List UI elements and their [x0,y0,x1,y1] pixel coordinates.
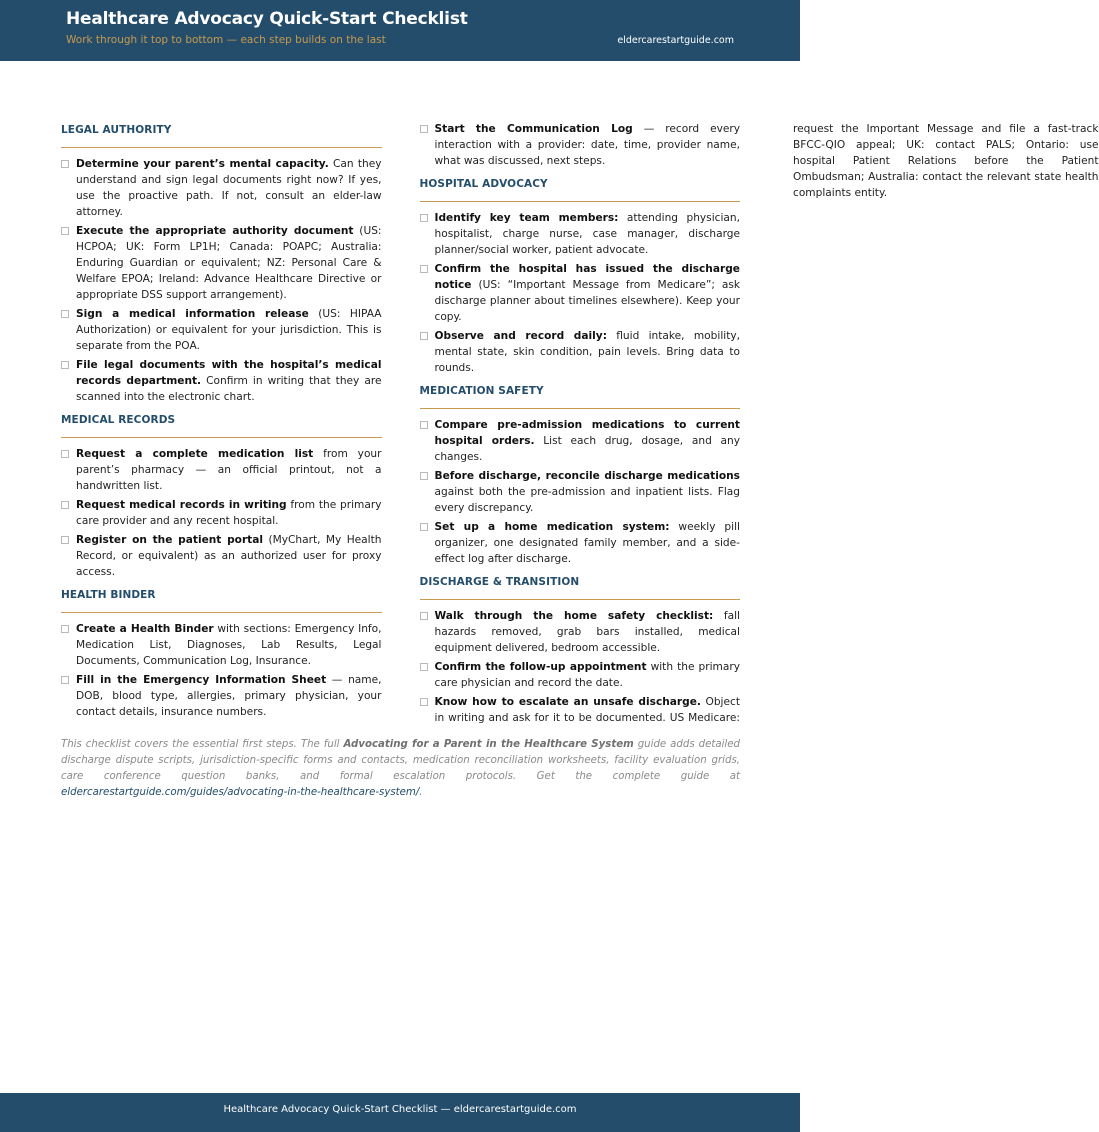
checklist-item [420,608,741,656]
item-text: attending physician, hospitalist, charge nurse, case manager, discharge planner/social worker, patient advocate. [434,212,740,256]
checkbox[interactable] [420,332,428,340]
checkbox[interactable] [61,625,69,633]
item-heading: Start the Communication Log [434,123,633,135]
item-heading: Create a Health Binder [76,623,214,635]
item-text: (MyChart, My Health Record, or equivalent) as an authorized user for proxy access. [76,534,382,578]
item-text: fall hazards removed, grab bars installed, medical equipment delivered, bedroom accessible. [434,610,740,654]
checkbox[interactable] [420,214,428,222]
checklist-item [61,672,382,720]
checkbox[interactable] [61,227,69,235]
checkbox[interactable] [61,160,69,168]
item-text: List each drug, dosage, and any changes. [434,435,740,463]
item-text: (US: HIPAA Authorization) or equivalent for your jurisdiction. This is separate from the POA. [76,308,382,352]
checklist-item [61,446,382,494]
item-heading: Know how to escalate an unsafe discharge. [434,696,701,708]
item-heading: Before discharge, reconcile discharge medications [434,470,740,482]
item-heading: Request a complete medication list [76,448,314,460]
item-text: — record every interaction with a provider: date, time, provider name, what was discussed, next steps. [434,123,741,167]
page-header [0,0,800,61]
item-text: fluid intake, mobility, mental state, skin condition, pain levels. Bring data to rounds. [434,330,740,374]
header-site-url: eldercarestartguide.com [617,35,734,46]
checklist-item [420,519,741,567]
checkbox[interactable] [61,361,69,369]
checkbox[interactable] [420,421,428,429]
checklist-item [61,306,382,354]
item-heading: Compare pre-admission medications to current hospital orders. [434,419,740,447]
checklist-section [61,411,382,580]
footnote-end: . [419,787,423,798]
section-title: MEDICATION SAFETY [420,382,741,409]
item-heading: Fill in the Emergency Information Sheet [76,674,327,686]
section-title: MEDICAL RECORDS [61,411,382,438]
section-title: LEGAL AUTHORITY [61,121,382,148]
checklist-section [420,175,741,376]
checklist-section [61,121,382,405]
item-heading: Confirm the hospital has issued the discharge notice [434,263,740,291]
item-heading: Register on the patient portal [76,534,264,546]
section-title: HEALTH BINDER [61,586,382,613]
item-heading: Request medical records in writing [76,499,287,511]
item-heading: Identify key team members: [434,212,619,224]
checkbox[interactable] [61,310,69,318]
footnote-intro: This checklist covers the essential first steps. The full [61,739,344,750]
page-title: Healthcare Advocacy Quick-Start Checklist [66,9,468,29]
item-heading: Set up a home medication system: [434,521,670,533]
item-text: — name, DOB, blood type, allergies, primary physician, your contact details, insurance numbers. [76,674,382,718]
footnote-middle: guide adds detailed discharge dispute scripts, jurisdiction-specific forms and contacts, medication reconciliation worksheets, facility evaluation grids, care conference question banks, and formal escalation protocols. Get the complete guide at [61,739,740,782]
item-heading: Determine your parent’s mental capacity. [76,158,329,170]
section-title: HOSPITAL ADVOCACY [420,175,741,202]
checkbox[interactable] [420,523,428,531]
checklist-item [420,261,741,325]
checkbox[interactable] [420,472,428,480]
page-footer [0,1093,800,1132]
page-subtitle: Work through it top to bottom — each step builds on the last [66,34,386,46]
checklist-item [420,210,741,258]
checklist [61,438,382,580]
item-heading: Execute the appropriate authority document [76,225,354,237]
item-text: against both the pre-admission and inpatient lists. Flag every discrepancy. [434,486,740,514]
item-text: Confirm in writing that they are scanned into the electronic chart. [76,375,382,403]
checkbox[interactable] [420,663,428,671]
checkbox[interactable] [420,698,428,706]
item-text: weekly pill organizer, one designated family member, and a side-effect log after discharge. [434,521,740,565]
checklist-item [61,532,382,580]
checklist-item [61,621,382,669]
checklist-item [420,417,741,465]
item-heading: Sign a medical information release [76,308,309,320]
checklist-section [420,382,741,567]
checkbox[interactable] [61,501,69,509]
item-text: with the primary care physician and record the date. [434,661,740,689]
guide-link[interactable]: eldercarestartguide.com/guides/advocating-in-the-healthcare-system/ [61,787,420,798]
checklist-content [61,121,1099,736]
checklist [420,202,741,376]
item-heading: Confirm the follow-up appointment [434,661,647,673]
item-text: (US: “Important Message from Medicare”; ask discharge planner about timelines elsewhere). Keep your copy. [434,279,740,323]
checklist-item [61,357,382,405]
item-text: from the primary care provider and any recent hospital. [76,499,382,527]
item-heading: Walk through the home safety checklist: [434,610,714,622]
footnote-guide-title: Advocating for a Parent in the Healthcare System [343,739,634,750]
checklist-item [420,328,741,376]
checklist-item [420,121,741,169]
checkbox[interactable] [420,125,428,133]
checkbox[interactable] [61,450,69,458]
footer-text: Healthcare Advocacy Quick-Start Checklist — eldercarestartguide.com [223,1104,577,1115]
section-title: DISCHARGE & TRANSITION [420,573,741,600]
checkbox[interactable] [61,676,69,684]
checklist-item [61,497,382,529]
checklist-item [61,156,382,220]
checklist-item [61,223,382,303]
item-text: (US: HCPOA; UK: Form LP1H; Canada: POAPC; Australia: Enduring Guardian or equivalent; NZ: Personal Care & Welfare EPOA; Ireland: Advance Healthcare Directive or appropriate DSS support arrangement). [76,225,382,301]
checkbox[interactable] [61,536,69,544]
item-heading: Observe and record daily: [434,330,607,342]
checkbox[interactable] [420,612,428,620]
item-text: with sections: Emergency Info, Medication List, Diagnoses, Lab Results, Legal Documents, Communication Log, Insurance. [76,623,382,667]
footnote [61,737,740,801]
item-text: Can they understand and sign legal documents right now? If yes, use the proactive path. If not, consult an elder-law attorney. [76,158,382,218]
checklist-item [420,659,741,691]
item-text: Object in writing and ask for it to be documented. US Medicare: request the Important Message and file a fast-track BFCC-QIO appeal; UK: contact PALS; Ontario: use hospital Patient Relations before the Patient Ombudsman; Australia: contact the relevant state health complaints entity. [434,123,1099,724]
checklist-item [420,468,741,516]
item-heading: File legal documents with the hospital’s medical records department. [76,359,382,387]
checklist [61,148,382,405]
item-text: from your parent’s pharmacy — an official printout, not a handwritten list. [76,448,382,492]
checklist [420,409,741,567]
checkbox[interactable] [420,265,428,273]
